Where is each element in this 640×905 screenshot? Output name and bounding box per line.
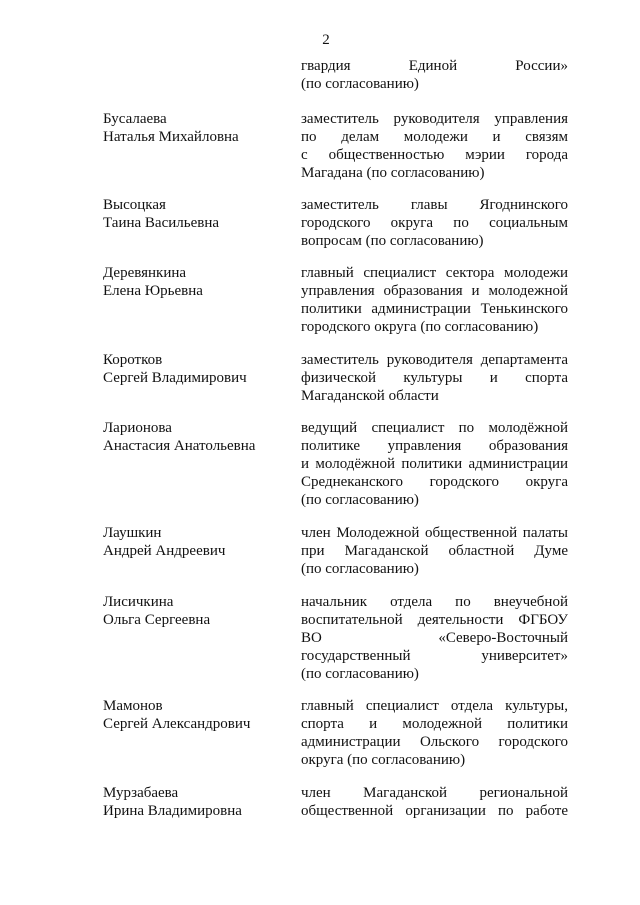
member-position xyxy=(301,524,568,578)
member-name xyxy=(103,784,293,820)
member-name xyxy=(103,196,293,232)
description-line: и молодёжной политики администрации xyxy=(301,456,568,472)
member-position xyxy=(301,784,568,820)
member-surname: Деревянкина xyxy=(103,265,187,281)
member-surname: Коротков xyxy=(103,352,163,368)
description-line: вопросам (по согласованию) xyxy=(301,233,484,249)
description-line: главный специалист сектора молодежи xyxy=(301,265,568,281)
description-line: член Магаданской региональной xyxy=(301,785,568,801)
description-line: по делам молодежи и связям xyxy=(301,129,568,145)
description-line: спорта и молодежной политики xyxy=(301,716,568,732)
member-surname: Лаушкин xyxy=(103,525,162,541)
description-line: Среднеканского городского округа xyxy=(301,474,568,490)
description-line: с общественностью мэрии города xyxy=(301,147,568,163)
member-given-names: Ольга Сергеевна xyxy=(103,612,211,628)
member-given-names: Таина Васильевна xyxy=(103,215,220,231)
member-surname: Бусалаева xyxy=(103,111,167,127)
member-given-names: Андрей Андреевич xyxy=(103,543,226,559)
description-line: Магадана (по согласованию) xyxy=(301,165,485,181)
member-given-names: Сергей Александрович xyxy=(103,716,251,732)
page-number: 2 xyxy=(322,32,330,48)
description-line: (по согласованию) xyxy=(301,666,419,682)
member-given-names: Анастасия Анатольевна xyxy=(103,438,256,454)
member-position xyxy=(301,697,568,769)
member-given-names: Наталья Михайловна xyxy=(103,129,239,145)
description-line: политике управления образования xyxy=(301,438,568,454)
description-line: общественной организации по работе xyxy=(301,803,568,819)
description-line: политики администрации Тенькинского xyxy=(301,301,568,317)
member-surname: Мурзабаева xyxy=(103,785,179,801)
member-surname: Ларионова xyxy=(103,420,172,436)
description-line: государственный университет» xyxy=(301,648,568,664)
description-line: физической культуры и спорта xyxy=(301,370,568,386)
description-line: городского округа (по согласованию) xyxy=(301,319,539,335)
description-line: начальник отдела по внеучебной xyxy=(301,594,568,610)
member-position xyxy=(301,264,568,336)
description-line: ведущий специалист по молодёжной xyxy=(301,420,568,436)
description-line: воспитательной деятельности ФГБОУ xyxy=(301,612,568,628)
member-name xyxy=(103,593,293,629)
member-position xyxy=(301,419,568,509)
description-line: городского округа по социальным xyxy=(301,215,568,231)
description-line: округа (по согласованию) xyxy=(301,752,466,768)
member-given-names: Сергей Владимирович xyxy=(103,370,247,386)
member-name xyxy=(103,264,293,300)
description-line: при Магаданской областной Думе xyxy=(301,543,568,559)
description-line: администрации Ольского городского xyxy=(301,734,568,750)
description-line: заместитель руководителя департамента xyxy=(301,352,568,368)
description-line: управления образования и молодежной xyxy=(301,283,568,299)
description-line: гвардия Единой России» xyxy=(301,58,568,74)
member-position xyxy=(301,110,568,182)
continuation-description xyxy=(301,57,568,93)
member-position xyxy=(301,351,568,405)
member-name xyxy=(103,524,293,560)
member-name xyxy=(103,110,293,146)
member-position xyxy=(301,593,568,683)
member-position xyxy=(301,196,568,250)
member-given-names: Ирина Владимировна xyxy=(103,803,242,819)
member-surname: Мамонов xyxy=(103,698,163,714)
member-name xyxy=(103,351,293,387)
description-line: член Молодежной общественной палаты xyxy=(301,525,568,541)
description-line: заместитель главы Ягоднинского xyxy=(301,197,568,213)
member-name xyxy=(103,419,293,455)
description-line: заместитель руководителя управления xyxy=(301,111,568,127)
description-line: (по согласованию) xyxy=(301,561,419,577)
member-surname: Лисичкина xyxy=(103,594,174,610)
description-line: Магаданской области xyxy=(301,388,439,404)
description-line: (по согласованию) xyxy=(301,76,419,92)
member-surname: Высоцкая xyxy=(103,197,166,213)
member-name xyxy=(103,697,293,733)
description-line: (по согласованию) xyxy=(301,492,419,508)
description-line: ВО «Северо-Восточный xyxy=(301,630,568,646)
description-line: главный специалист отдела культуры, xyxy=(301,698,568,714)
member-given-names: Елена Юрьевна xyxy=(103,283,203,299)
